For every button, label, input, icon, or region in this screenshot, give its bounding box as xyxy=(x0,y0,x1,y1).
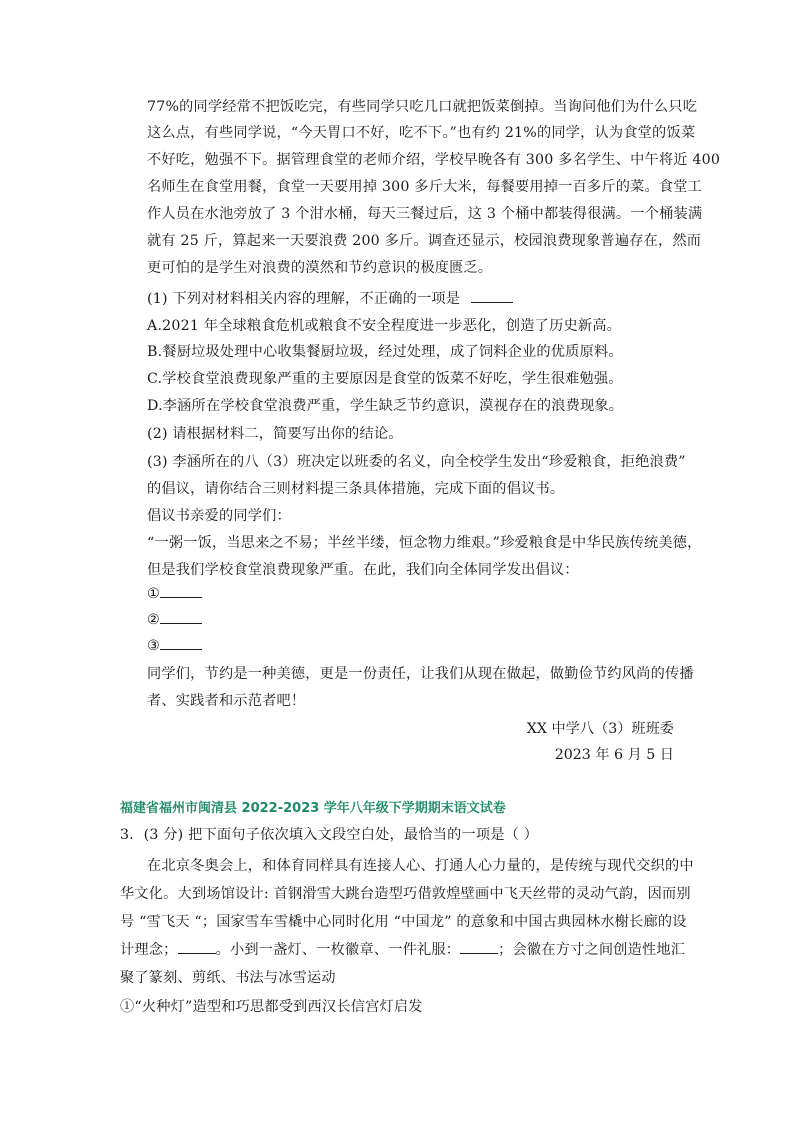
letter-opening: 倡议书亲爱的同学们： xyxy=(147,508,291,524)
passage-line xyxy=(120,939,685,959)
letter-closing: 同学们，节约是一种美德，更是一份责任，让我们从现在做起，做勤俭节约风尚的传播 xyxy=(147,666,694,682)
answer-blank[interactable] xyxy=(160,585,202,598)
question-1-stem: (1) 下列对材料相关内容的理解，不正确的一项是 xyxy=(147,291,461,307)
initiative-item xyxy=(147,611,202,628)
answer-blank[interactable] xyxy=(160,637,202,650)
option-c: C.学校食堂浪费现象严重的主要原因是食堂的饭菜不好吃，学生很难勉强。 xyxy=(147,371,623,387)
letter-body: 但是我们学校食堂浪费现象严重。在此，我们向全体同学发出倡议： xyxy=(147,562,579,578)
passage-line: 聚了篆刻、剪纸、书法与冰雪运动 xyxy=(120,970,336,986)
answer-blank[interactable] xyxy=(471,290,513,303)
passage-line: 华文化。大到场馆设计: 首钢滑雪大跳台造型巧借敦煌壁画中飞天丝带的灵动气韵，因而别 xyxy=(120,886,691,902)
letter-closing: 者、实践者和示范者吧！ xyxy=(147,693,306,709)
option-a: A.2021 年全球粮食危机或粮食不安全程度进一步恶化，创造了历史新高。 xyxy=(147,318,622,334)
passage-line: 号 “雪飞天 “；国家雪车雪橇中心同时化用 “中国龙” 的意象和中国古典园林水榭长廊的设 xyxy=(120,914,687,930)
item-number: ③ xyxy=(147,638,160,654)
passage-line: 名师生在食堂用餐，食堂一天要用掉 300 多斤大米，每餐要用掉一百多斤的菜。食堂工 xyxy=(147,179,703,195)
option-b: B.餐厨垃圾处理中心收集餐厨垃圾，经过处理，成了饲料企业的优质原料。 xyxy=(147,344,623,360)
passage-line: 更可怕的是学生对浪费的漠然和节约意识的极度匮乏。 xyxy=(147,260,493,276)
question-3-line: 的倡议，请你结合三则材料提三条具体措施，完成下面的倡议书。 xyxy=(147,481,565,497)
option-d: D.李涵所在学校食堂浪费严重，学生缺乏节约意识，漠视存在的浪费现象。 xyxy=(147,398,624,414)
question-1 xyxy=(147,288,513,308)
item-number: ② xyxy=(147,612,160,628)
passage-text: 。小到一盏灯、一枚徽章、一件礼服： xyxy=(215,942,461,958)
exam-source: 福建省福州市闽清县 2022-2023 学年八年级下学期期末语文试卷 xyxy=(120,801,506,816)
option-1: ①“火种灯”造型和巧思都受到西汉长信宫灯启发 xyxy=(120,999,423,1015)
initiative-item xyxy=(147,585,202,602)
passage-line: 就有 25 斤，算起来一天要浪费 200 多斤。调查还显示，校园浪费现象普遍存在，然而 xyxy=(147,233,702,249)
letter-signature: XX 中学八（3）班班委 xyxy=(526,721,674,737)
item-number: ① xyxy=(147,586,160,602)
letter-body: “一粥一饭，当思来之不易；半丝半缕，恒念物力维艰。”珍爱粮食是中华民族传统美德， xyxy=(147,535,702,551)
answer-blank[interactable] xyxy=(160,611,202,624)
answer-blank[interactable] xyxy=(460,941,498,954)
answer-blank[interactable] xyxy=(178,941,216,954)
initiative-item xyxy=(147,637,202,654)
passage-line: 77%的同学经常不把饭吃完，有些同学只吃几口就把饭菜倒掉。当询问他们为什么只吃 xyxy=(147,99,698,115)
passage-line: 不好吃，勉强不下。据管理食堂的老师介绍，学校早晚各有 300 多名学生、中午将近 400 xyxy=(147,152,721,168)
question-stem: 3．(3 分) 把下面句子依次填入文段空白处，最恰当的一项是（ ） xyxy=(120,827,539,843)
passage-line: 作人员在水池旁放了 3 个泔水桶，每天三餐过后，这 3 个桶中都装得很满。一个桶装满 xyxy=(147,206,703,222)
question-2: (2) 请根据材料二，简要写出你的结论。 xyxy=(147,426,403,442)
question-3-line: (3) 李涵所在的八（3）班决定以班委的名义，向全校学生发出“珍爱粮食，拒绝浪费” xyxy=(147,454,686,470)
letter-date: 2023 年 6 月 5 日 xyxy=(554,747,674,763)
passage-text: 计理念； xyxy=(120,942,178,958)
passage-line: 在北京冬奥会上，和体育同样具有连接人心、打通人心力量的，是传统与现代交织的中 xyxy=(147,858,694,874)
passage-line: 这么点，有些同学说，“今天胃口不好，吃不下。”也有约 21%的同学，认为食堂的饭菜 xyxy=(147,125,696,141)
passage-text: ；会徽在方寸之间创造性地汇 xyxy=(498,942,686,958)
